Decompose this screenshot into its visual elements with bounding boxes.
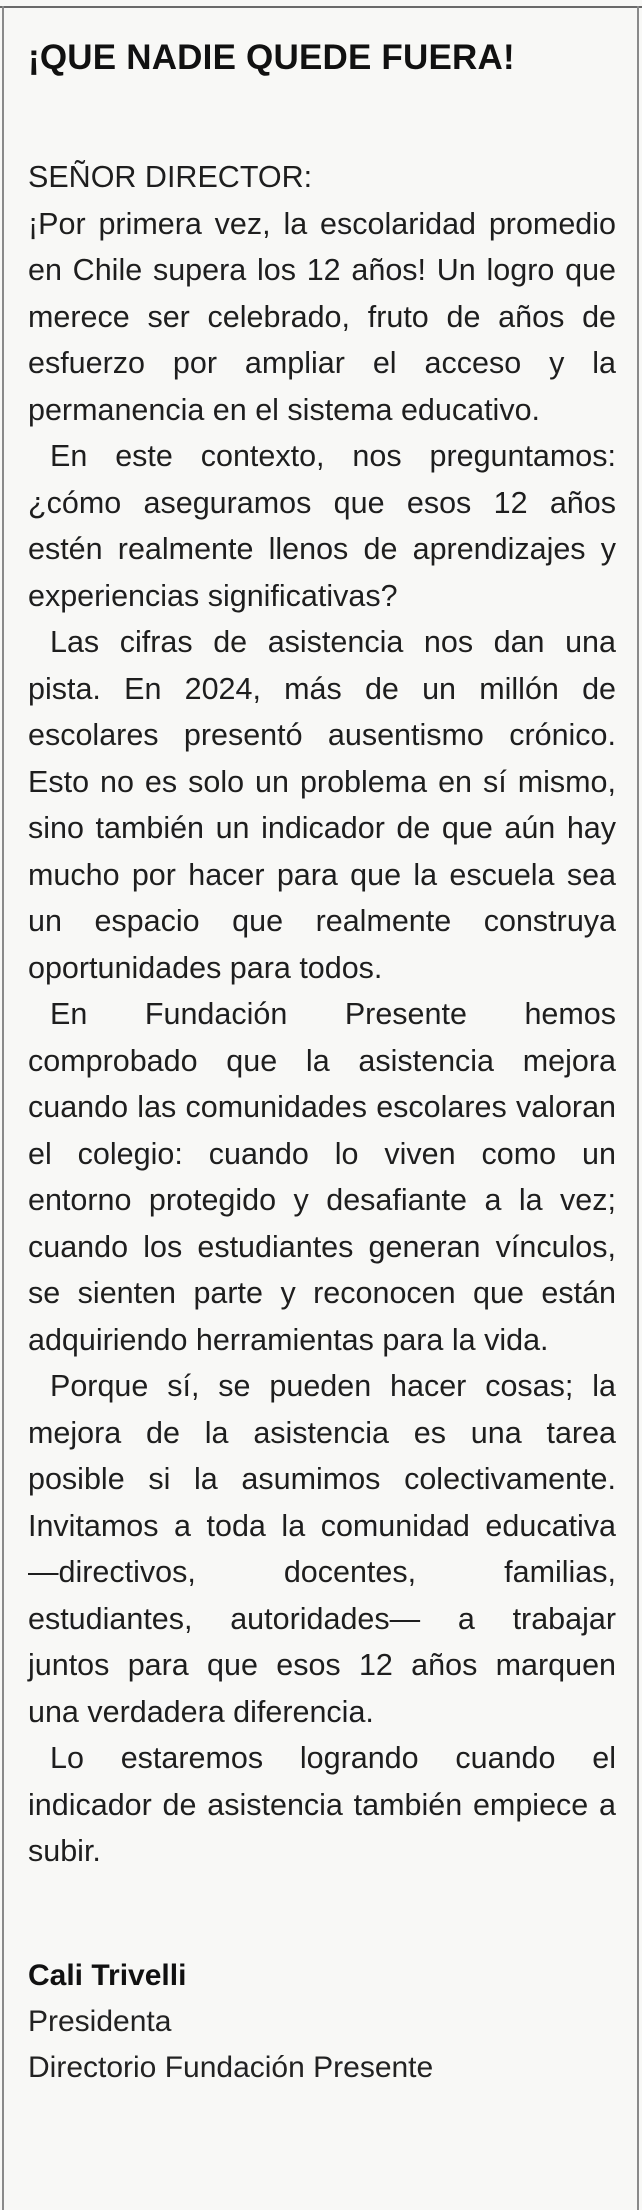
top-rule bbox=[0, 6, 642, 8]
signer-name: Cali Trivelli bbox=[28, 1958, 187, 1992]
right-rule bbox=[637, 6, 639, 2210]
letter-paragraph-5: Porque sí, se pueden hacer cosas; la mejora de la asistencia es una tarea posible si la asumimos colectivamente. Invitamos a toda la comunidad educativa —directivos, docentes, familias, estudiantes, autoridades— a trabajar juntos para que esos 12 años marquen una verdadera diferencia. bbox=[28, 1369, 616, 1729]
left-rule bbox=[2, 6, 4, 2210]
letter-salutation: SEÑOR DIRECTOR: bbox=[28, 160, 313, 194]
signer-title: Presidenta bbox=[28, 2004, 172, 2038]
letter-headline: ¡QUE NADIE QUEDE FUERA! bbox=[28, 38, 515, 77]
signer-organization: Directorio Fundación Presente bbox=[28, 2050, 434, 2084]
letter-paragraph-1: ¡Por primera vez, la escolaridad promedio en Chile supera los 12 años! Un logro que merece ser celebrado, fruto de años de esfuerzo por ampliar el acceso y la permanencia en el sistema educativo. bbox=[28, 206, 616, 427]
letter-paragraph-2: En este contexto, nos preguntamos: ¿cómo aseguramos que esos 12 años estén realmente llenos de aprendizajes y experiencias significativas? bbox=[28, 439, 616, 613]
letter-column bbox=[28, 36, 616, 2091]
letter-paragraph-6: Lo estaremos logrando cuando el indicador de asistencia también empiece a subir. bbox=[28, 1741, 616, 1868]
signature-block bbox=[28, 1953, 616, 2091]
letter-paragraph-3: Las cifras de asistencia nos dan una pista. En 2024, más de un millón de escolares presentó ausentismo crónico. Esto no es solo un problema en sí mismo, sino también un indicador de que aún hay mucho por hacer para que la escuela sea un espacio que realmente construya oportunidades para todos. bbox=[28, 625, 616, 985]
letter-paragraph-4: En Fundación Presente hemos comprobado que la asistencia mejora cuando las comunidades escolares valoran el colegio: cuando lo viven como un entorno protegido y desafiante a la vez; cuando los estudiantes generan vínculos, se sienten parte y reconocen que están adquiriendo herramientas para la vida. bbox=[28, 997, 616, 1357]
